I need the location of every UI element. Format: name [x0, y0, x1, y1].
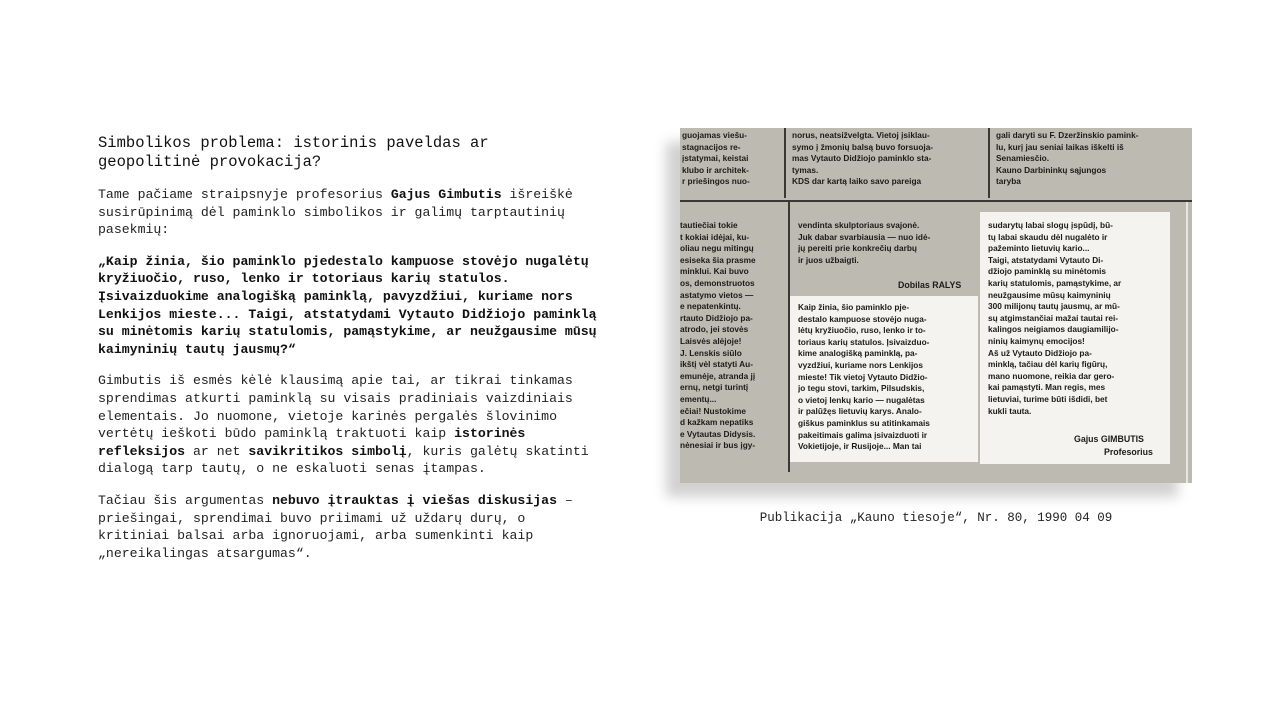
clip-text-line: lu, kurį jau seniai laikas iškelti iš [996, 141, 1124, 152]
clip-text-line: lėtų kryžiuočio, ruso, lenko ir to- [798, 325, 926, 336]
clip-text-line: ementų... [680, 393, 717, 404]
clip-text-line: mas Vytauto Didžiojo paminklo sta- [792, 153, 932, 164]
clip-text-line: giškus paminklus su atitinkamais [798, 417, 930, 428]
clip-text-line: karių statulomis, pamąstykime, ar [988, 277, 1122, 288]
clip-text-line: kalingos neigiamos daugiamilijo- [988, 324, 1119, 335]
emphasis-historical-reflection: istorinės refleksijos [98, 426, 526, 459]
clipping-image [680, 128, 1192, 483]
image-caption: Publikacija „Kauno tiesoje“, Nr. 80, 1990 04 09 [759, 511, 1113, 525]
clip-text-line: jo tegu stovi, tarkim, Pilsudskis, [798, 383, 925, 394]
clip-text-line: Senamiesčio. [996, 153, 1050, 164]
conclusion-text: Tačiau šis argumentas [98, 492, 273, 508]
clip-text-line: e Vytautas Didysis. [680, 428, 756, 439]
clip-horizontal-rule [680, 200, 1192, 202]
article-text [98, 134, 598, 576]
clip-text-line: džiojo paminklą su minėtomis [988, 266, 1107, 277]
clip-text-line: ikštį vėl statyti Au- [680, 359, 754, 370]
conclusion-paragraph [98, 492, 598, 562]
clip-right-body [988, 220, 1168, 430]
intro-text-end: išreiškė susirūpinimą dėl paminklo simbolikos ir galimų tarptautinių pasekmių: [98, 187, 573, 238]
clip-text-line: d kažkam nepatiks [680, 417, 754, 428]
analysis-text: Gimbutis iš esmės kėlė klausimą apie tai, ar tikrai tinkamas sprendimas atkurti paminklą su visais pradiniais vaizdiniais elementais. Jo nuomone, vietoje karinės pergalės šlovinimo vertėtų ieškoti būdo paminklą traktuoti kaip [98, 373, 573, 442]
clip-top-col-2 [792, 130, 982, 196]
clip-text-line: pažeminto lietuvių kario... [988, 243, 1090, 254]
gimbutis-quote: „Kaip žinia, šio paminklo pjedestalo kampuose stovėjo nugalėtų kryžiuočio, ruso, lenko ir totoriaus karių statulos. Įsivaizduokime analogišką paminklą, pavyzdžiui, kuriame nors Lenkijos mieste... Taigi, atstatydami Vytauto Didžiojo paminklą su minėtomis karių statulomis, pamąstykime, ar neužgausime mūsų kaimyninių tautų jausmų?“ [98, 253, 597, 357]
clip-mid-top [798, 220, 978, 268]
newspaper-clipping [680, 128, 1192, 483]
clip-column-rule [784, 128, 786, 198]
clip-right-edge [1186, 202, 1188, 483]
emphasis-not-included: nebuvo įtrauktas į viešas diskusijas [272, 492, 558, 508]
clip-signature-gimbutis: Gajus GIMBUTIS [1074, 434, 1144, 444]
clip-text-line: esiseka šia prasme [680, 254, 756, 265]
clip-text-line: ir juos užbaigti. [798, 254, 859, 265]
clip-text-line: Taigi, atstatydami Vytauto Di- [988, 254, 1104, 265]
clip-mid-body [798, 302, 976, 460]
clip-signature-ralys: Dobilas RALYS [898, 280, 962, 290]
clip-top-col-3 [996, 130, 1188, 196]
clip-signature-title: Profesorius [1104, 447, 1153, 457]
clip-text-line: r priešingos nuo- [682, 176, 750, 187]
clip-text-line: astatymo vietos — [680, 289, 754, 300]
clip-text-line: minklą, tačiau dėl karių figūrų, [988, 359, 1108, 370]
clip-text-line: rtauto Didžiojo pa- [680, 312, 753, 323]
clip-text-line: vendinta skulptoriaus svajonė. [798, 220, 920, 230]
clip-text-line: neužgausime mūsų kaimyninių [988, 289, 1111, 300]
clip-text-line: toriaus karių statulos. Įsivaizduo- [798, 336, 930, 347]
clip-text-line: vyzdžiui, kuriame nors Lenkijos [798, 359, 923, 370]
clip-text-line: lietuviai, turime būti išdidi, bet [988, 393, 1108, 404]
clip-text-line: Kaip žinia, šio paminklo pje- [798, 302, 910, 312]
clip-text-line: mieste! Tik vietoj Vytauto Didžio- [798, 371, 928, 382]
clip-text-line: ir palūžęs lietuvių karys. Analo- [798, 406, 922, 417]
clip-text-line: mano nuomone, reikia dar gero- [988, 370, 1115, 381]
section-heading: Simbolikos problema: istorinis paveldas ar geopolitinė provokacija? [98, 134, 489, 171]
clip-text-line: Aš už Vytauto Didžiojo pa- [988, 347, 1092, 358]
clip-text-line: 300 milijonų tautų jausmų, ar mū- [988, 301, 1120, 312]
clip-text-line: gali daryti su F. Dzeržinskio pamink- [996, 130, 1139, 140]
clip-text-line: Kauno Darbininkų sąjungos [996, 164, 1107, 175]
intro-paragraph [98, 186, 598, 239]
clip-text-line: Vokietijoje, ir Rusijoje... Man tai [798, 441, 922, 452]
clip-text-line: tautiečiai tokie [680, 220, 738, 230]
clip-text-line: Juk dabar svarbiausia — nuo idė- [798, 231, 931, 242]
clip-text-line: KDS dar kartą laiko savo pareiga [792, 176, 922, 187]
clip-text-line: oliau negu mitingų [680, 243, 754, 254]
analysis-text-3: , kuris galėtų skatinti dialogą tarp tautų, o ne eskaluoti senas įtampas. [98, 443, 589, 477]
clip-text-line: ečiai! Nustokime [680, 405, 746, 416]
intro-text: Tame pačiame straipsnyje profesorius [98, 187, 391, 202]
clip-text-line: sudarytų labai slogų įspūdį, bū- [988, 220, 1113, 230]
clip-text-line: emunėje, atranda jį [680, 370, 756, 381]
clip-text-line: e nepatenkintų. [680, 301, 741, 312]
clip-text-line: ninių kaimynų emocijos! [988, 335, 1085, 346]
emphasis-self-criticism: savikritikos simbolį [248, 443, 407, 459]
clip-text-line: tymas. [792, 164, 819, 175]
clip-text-line: o vietoj lenkų kario — nugalėtas [798, 394, 925, 405]
analysis-paragraph [98, 372, 598, 478]
clip-text-line: guojamas viešu- [682, 130, 748, 140]
clip-text-line: jų pereiti prie konkrečių darbų [798, 243, 917, 254]
clip-text-line: įstatymai, keistai [682, 153, 749, 164]
clip-text-line: Laisvės alėjoje! [680, 335, 742, 346]
clip-text-line: taryba [996, 176, 1021, 187]
clip-text-line: os, demonstruotos [680, 277, 755, 288]
clip-text-line: pakeitimais galima įsivaizduoti ir [798, 429, 928, 440]
clip-column-rule [988, 128, 990, 198]
clip-text-line: t kokiai idėjai, ku- [680, 231, 750, 242]
analysis-text-2: ar net [185, 443, 249, 459]
clip-left-col [680, 220, 784, 460]
conclusion-text-2: – priešingai, sprendimai buvo priimami už uždarų durų, o kritiniai balsai arba ignoruojami, arba sumenkinti kaip „nereikalingas atsargumas“. [98, 492, 573, 561]
clip-text-line: ernų, netgi turintį [680, 382, 749, 393]
clip-top-col-1 [682, 130, 782, 196]
clip-text-line: sų atgimstančiai mažai tautai rei- [988, 312, 1119, 323]
clip-text-line: atrodo, jei stovės [680, 324, 749, 335]
clip-text-line: nėnesiai ir bus įgy- [680, 440, 756, 451]
clip-text-line: J. Lenskis siūlo [680, 347, 742, 358]
clip-text-line: tų labai skaudu dėl nugalėto ir [988, 231, 1108, 242]
author-name: Gajus Gimbutis [390, 187, 502, 202]
clip-text-line: stagnacijos re- [682, 141, 741, 152]
clip-text-line: destalo kampuose stovėjo nuga- [798, 313, 927, 324]
clip-text-line: kime analogišką paminklą, pa- [798, 348, 918, 359]
clip-text-line: minklui. Kai buvo [680, 266, 749, 277]
clip-text-line: klubo ir architek- [682, 164, 749, 175]
clip-text-line: kukli tauta. [988, 405, 1032, 416]
clip-text-line: kai pamąstyti. Man regis, mes [988, 382, 1106, 393]
clip-text-line: symo į žmonių balsą buvo forsuoja- [792, 141, 934, 152]
clip-text-line: norus, neatsižvelgta. Vietoj įsiklau- [792, 130, 930, 140]
